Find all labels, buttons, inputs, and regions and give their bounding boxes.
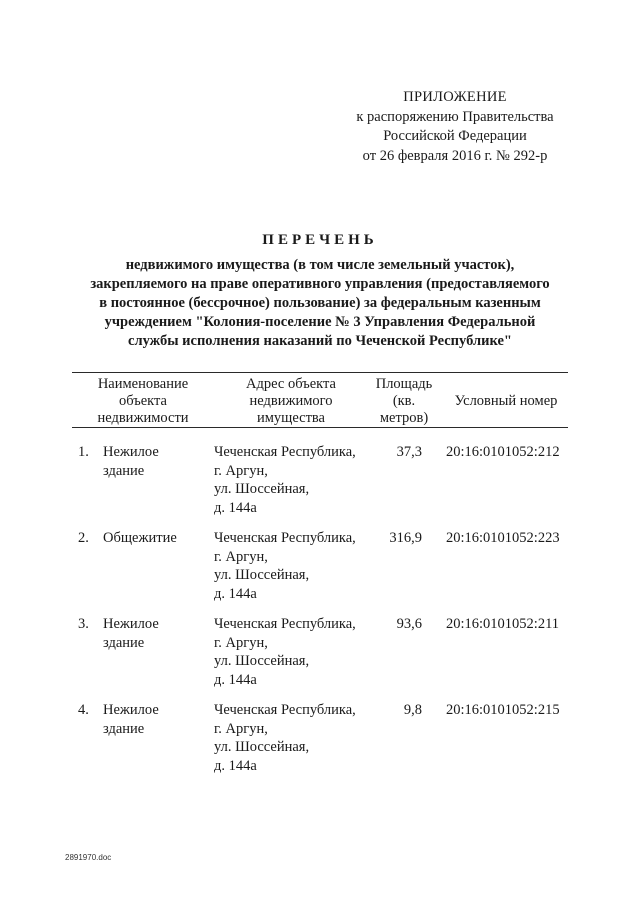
row-area: 37,3: [396, 444, 422, 460]
row-address-line: г. Аргун,: [214, 720, 268, 737]
header-name-line: объекта: [118, 393, 167, 409]
row-address: [214, 701, 374, 775]
header-area-line: метров): [379, 410, 429, 426]
table-header-top-rule: [72, 372, 568, 373]
row-cadastral: 20:16:0101052:211: [446, 616, 560, 632]
row-name-line: Нежилое: [103, 616, 159, 632]
appendix-line-2: Российской Федерации: [383, 128, 527, 144]
row-name: [103, 529, 208, 548]
row-address-line: г. Аргун,: [214, 634, 268, 651]
row-name: [103, 615, 208, 652]
row-address: [214, 443, 374, 517]
row-cadastral: 20:16:0101052:223: [446, 530, 560, 546]
row-address-line: ул. Шоссейная,: [214, 653, 310, 669]
subtitle-line-1: недвижимого имущества (в том числе земельный участок),: [125, 257, 515, 273]
header-name-line: Наименование: [97, 376, 189, 392]
row-address-line: ул. Шоссейная,: [214, 739, 310, 755]
subtitle-line-3: в постоянное (бессрочное) пользование) за федеральным казенным: [99, 295, 541, 311]
row-name-line: Общежитие: [103, 530, 177, 546]
table-header-bottom-rule: [72, 427, 568, 428]
document-title: ПЕРЕЧЕНЬ: [262, 232, 378, 248]
row-address-line: ул. Шоссейная,: [214, 481, 310, 497]
row-area: 316,9: [389, 530, 422, 546]
header-area: [368, 376, 440, 427]
header-name-line: недвижимости: [97, 410, 189, 426]
appendix-block: [330, 88, 580, 166]
header-area-line: (кв.: [392, 393, 416, 409]
row-number: 2.: [78, 530, 89, 546]
row-address: [214, 529, 374, 603]
subtitle-line-4: учреждением "Колония-поселение № 3 Управления Федеральной: [104, 314, 536, 330]
row-name: [103, 443, 208, 480]
subtitle-line-2: закрепляемого на праве оперативного управления (предоставляемого: [90, 276, 550, 292]
table-row: [0, 615, 640, 695]
table-row: [0, 701, 640, 781]
row-name: [103, 701, 208, 738]
row-cadastral: 20:16:0101052:215: [446, 702, 560, 718]
subtitle-line-5: службы исполнения наказаний по Чеченской Республике": [128, 333, 512, 349]
row-number: 4.: [78, 702, 89, 718]
row-area: 93,6: [396, 616, 422, 632]
row-address-line: д. 144а: [214, 499, 257, 516]
row-address-line: Чеченская Республика,: [214, 702, 356, 718]
row-name-line: Нежилое: [103, 444, 159, 460]
table-row: [0, 529, 640, 609]
header-address: [214, 376, 368, 427]
row-address-line: Чеченская Республика,: [214, 444, 356, 460]
table-row: [0, 443, 640, 523]
header-address-line: недвижимого: [249, 393, 333, 409]
row-name-line: здание: [103, 462, 145, 479]
row-address-line: г. Аргун,: [214, 462, 268, 479]
row-address-line: д. 144а: [214, 585, 257, 602]
row-name-line: здание: [103, 720, 145, 737]
header-address-line: Адрес объекта: [246, 376, 336, 392]
header-area-line: Площадь: [375, 376, 433, 392]
row-address-line: Чеченская Республика,: [214, 530, 356, 546]
row-address-line: г. Аргун,: [214, 548, 268, 565]
header-cadastral-line: Условный номер: [454, 393, 558, 409]
row-name-line: здание: [103, 634, 145, 651]
appendix-line-3: от 26 февраля 2016 г. № 292-р: [362, 147, 548, 164]
header-cadastral: [440, 393, 572, 410]
row-address-line: ул. Шоссейная,: [214, 567, 310, 583]
row-area: 9,8: [403, 702, 422, 718]
row-number: 3.: [78, 616, 89, 632]
row-name-line: Нежилое: [103, 702, 159, 718]
header-address-line: имущества: [256, 410, 325, 426]
header-name: [78, 376, 208, 427]
row-address-line: д. 144а: [214, 757, 257, 774]
row-address-line: Чеченская Республика,: [214, 616, 356, 632]
row-address: [214, 615, 374, 689]
document-subtitle: [60, 256, 580, 351]
appendix-line-1: к распоряжению Правительства: [356, 108, 554, 125]
document-filename: 2891970.doc: [65, 853, 112, 862]
row-number: 1.: [78, 444, 89, 460]
row-cadastral: 20:16:0101052:212: [446, 444, 560, 460]
appendix-heading: ПРИЛОЖЕНИЕ: [403, 89, 507, 105]
row-address-line: д. 144а: [214, 671, 257, 688]
